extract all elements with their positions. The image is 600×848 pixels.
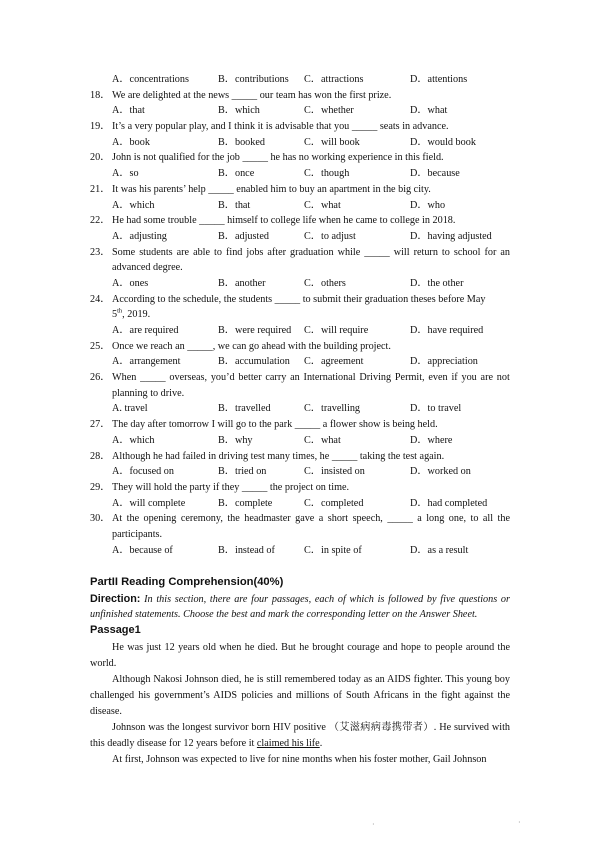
- option-a: A．book: [112, 136, 150, 148]
- question-stem: planning to drive.: [112, 387, 185, 399]
- stem-word: graduation: [290, 246, 334, 258]
- question-stem: It’s a very popular play, and I think it is advisable that you _____ seats in advance.: [112, 121, 449, 133]
- option-d: D．have required: [410, 325, 484, 336]
- question-number: 18．: [90, 89, 111, 101]
- question-stem: advanced degree.: [112, 262, 183, 274]
- question-stem-line: [0, 449, 600, 465]
- stem-word: better: [238, 372, 262, 384]
- options-row: [0, 401, 600, 417]
- option-b: B．complete: [218, 497, 273, 509]
- footer-mark: ·: [372, 820, 375, 829]
- options-row: [0, 433, 600, 449]
- multiple-choice-section: [0, 72, 600, 558]
- option-d: D．to travel: [410, 403, 462, 415]
- option-a: A．arrangement: [112, 356, 181, 368]
- option-b: B．booked: [218, 136, 265, 148]
- question-number: 28．: [90, 450, 111, 462]
- question-number: 19．: [90, 121, 111, 133]
- question-stem: According to the schedule, the students _____ to submit their graduation theses before May: [112, 293, 486, 305]
- option-a: A．that: [112, 105, 145, 117]
- stem-word: Permit,: [394, 372, 425, 384]
- stem-word: gave: [295, 513, 315, 525]
- options-row: [0, 323, 600, 339]
- date-suffix: th: [117, 307, 123, 315]
- stem-word: you: [461, 372, 477, 384]
- option-b: B．that: [218, 199, 251, 211]
- stem-word: for: [484, 246, 497, 258]
- option-c: C．completed: [304, 497, 364, 509]
- option-a: A．will complete: [112, 497, 186, 509]
- question-stem: John is not qualified for the job _____ he has no working experience in this field.: [112, 152, 444, 164]
- question-stem-line: [0, 480, 600, 496]
- stem-word: will: [393, 246, 410, 258]
- stem-word: the: [126, 513, 140, 525]
- question-stem-line: [0, 307, 600, 323]
- option-a: A．so: [112, 168, 139, 180]
- options-row: [0, 135, 600, 151]
- options-row: [0, 103, 600, 119]
- option-a: A．focused on: [112, 466, 174, 478]
- question-stem-line: [0, 88, 600, 104]
- option-c: C．others: [304, 277, 346, 289]
- option-a: A．are required: [112, 325, 179, 336]
- option-a: A．which: [112, 199, 155, 211]
- stem-word: return: [413, 246, 438, 258]
- options-row: [0, 72, 600, 88]
- option-d: D．had completed: [410, 497, 488, 509]
- stem-word: the: [497, 513, 510, 525]
- stem-word: able: [193, 246, 211, 258]
- question-number: 26．: [90, 372, 111, 384]
- option-b: B．were required: [218, 325, 292, 336]
- stem-word: jobs: [246, 246, 264, 258]
- question-stem-date: [112, 307, 150, 323]
- question-stem-line: [0, 386, 600, 402]
- option-b: B．travelled: [218, 403, 271, 415]
- question-stem-line: [0, 370, 600, 386]
- stem-word: the: [227, 513, 240, 525]
- direction: [90, 592, 510, 623]
- paragraph-3-text: Johnson was the longest survivor born HIV positive （艾滋病病毒携带者）. He survived with this deadly disease for 12 years before it: [90, 722, 510, 749]
- question-stem-line: [0, 292, 600, 308]
- question-number: 20．: [90, 152, 111, 164]
- options-row: [0, 166, 600, 182]
- option-c: C．whether: [304, 105, 354, 117]
- option-a: A．concentrations: [112, 74, 189, 85]
- option-c: C．travelling: [304, 403, 361, 415]
- option-c: C．what: [304, 199, 341, 211]
- option-a: A．which: [112, 434, 155, 446]
- option-c: C．in spite of: [304, 544, 362, 556]
- stem-word: while: [337, 246, 361, 258]
- question-stem: Once we reach an _____, we can go ahead with the building project.: [112, 340, 391, 352]
- option-d: D．would book: [410, 136, 476, 148]
- stem-word: Driving: [359, 372, 392, 384]
- option-d: D．as a result: [410, 544, 469, 556]
- stem-word: an: [500, 246, 510, 258]
- question-stem-line: [0, 213, 600, 229]
- stem-word: all: [482, 513, 494, 525]
- question-stem: Although he had failed in driving test many times, he _____ taking the test again.: [112, 450, 445, 462]
- footer-mark: ·: [518, 818, 521, 827]
- question-number: 24．: [90, 293, 111, 305]
- option-a: A. travel: [112, 403, 148, 415]
- question-stem-line: [0, 150, 600, 166]
- part-title: PartII Reading Comprehension(40%): [90, 576, 284, 588]
- stem-word: a: [318, 513, 324, 525]
- stem-word: students: [139, 246, 173, 258]
- option-b: B．instead of: [218, 544, 275, 556]
- option-d: D．the other: [410, 277, 464, 289]
- stem-word: school: [453, 246, 481, 258]
- option-d: D．having adjusted: [410, 230, 492, 242]
- stem-word: carry: [265, 372, 287, 384]
- option-b: B．contributions: [218, 74, 289, 85]
- question-stem: The day after tomorrow I will go to the park _____ a flower show is being held.: [112, 419, 438, 431]
- question-stem-line: [0, 417, 600, 433]
- stem-word: are: [176, 246, 190, 258]
- option-b: B．adjusted: [218, 230, 269, 242]
- stem-word: not: [496, 372, 510, 384]
- question-stem: participants.: [112, 528, 163, 540]
- question-stem: [112, 511, 510, 527]
- option-b: B．accumulation: [218, 356, 290, 368]
- stem-word: an: [290, 372, 300, 384]
- option-c: C．insisted on: [304, 466, 365, 478]
- stem-word: _____: [387, 513, 413, 525]
- question-number: 30．: [90, 513, 111, 525]
- options-row: [0, 229, 600, 245]
- stem-word: you’d: [210, 372, 235, 384]
- date-rest: , 2019.: [122, 309, 151, 321]
- option-d: D．attentions: [410, 74, 468, 85]
- question-stem: [112, 245, 510, 261]
- question-number: 29．: [90, 481, 111, 493]
- options-row: [0, 464, 600, 480]
- question-stem: [112, 370, 510, 386]
- date-day: 5: [112, 309, 118, 321]
- option-d: D．who: [410, 199, 446, 211]
- stem-word: short: [327, 513, 349, 525]
- question-number: 23．: [90, 246, 111, 258]
- question-number: 25．: [90, 340, 111, 352]
- stem-word: if: [451, 372, 458, 384]
- options-row: [0, 496, 600, 512]
- stem-word: headmaster: [244, 513, 291, 525]
- option-b: B．once: [218, 168, 255, 180]
- stem-word: _____: [140, 372, 166, 384]
- stem-word: long: [426, 513, 445, 525]
- option-c: C．will book: [304, 136, 360, 148]
- options-row: [0, 543, 600, 559]
- option-d: D．what: [410, 105, 448, 117]
- option-c: C．though: [304, 168, 350, 180]
- stem-word: speech,: [352, 513, 383, 525]
- question-stem-line: [0, 339, 600, 355]
- option-a: A．ones: [112, 277, 149, 289]
- passage-paragraph-2: Although Nakosi Johnson died, he is still remembered today as an AIDS fighter. This young boy challenged his government’s AIDS policies and millions of South Africans in the fight against the disease.: [90, 674, 510, 717]
- question-number: 21．: [90, 183, 111, 195]
- stem-word: When: [112, 372, 137, 384]
- stem-word: to: [214, 246, 222, 258]
- options-row: [0, 276, 600, 292]
- question-stem-line: [0, 527, 600, 543]
- stem-word: a: [417, 513, 422, 525]
- stem-word: even: [428, 372, 448, 384]
- option-b: B．tried on: [218, 466, 267, 478]
- option-d: D．where: [410, 434, 453, 446]
- stem-word: Some: [112, 246, 136, 258]
- direction-label: Direction:: [90, 593, 141, 605]
- stem-word: _____: [364, 246, 390, 258]
- question-stem-line: [0, 119, 600, 135]
- option-d: D．worked on: [410, 466, 471, 478]
- stem-word: At: [112, 513, 123, 525]
- question-stem-line: [0, 245, 600, 261]
- stem-word: overseas,: [169, 372, 208, 384]
- question-stem-line: [0, 182, 600, 198]
- option-b: B．another: [218, 277, 266, 289]
- option-c: C．will require: [304, 325, 369, 336]
- option-a: A．because of: [112, 544, 173, 556]
- question-stem: They will hold the party if they _____ the project on time.: [112, 481, 350, 493]
- options-row: [0, 198, 600, 214]
- option-c: C．what: [304, 434, 341, 446]
- option-d: D．because: [410, 168, 460, 180]
- paragraph-3-end: .: [319, 738, 323, 749]
- question-stem: He had some trouble _____ himself to college life when he came to college in 2018.: [112, 215, 456, 227]
- option-c: C．agreement: [304, 356, 364, 368]
- underlined-phrase: claimed his life: [256, 738, 320, 749]
- question-stem-line: [0, 260, 600, 276]
- stem-word: ceremony,: [180, 513, 223, 525]
- option-b: B．which: [218, 105, 260, 117]
- question-stem: We are delighted at the news _____ our team has won the first prize.: [112, 89, 392, 101]
- passage-paragraph-1: He was just 12 years old when he died. But he brought courage and hope to people around the world.: [90, 642, 510, 669]
- stem-word: one,: [448, 513, 467, 525]
- stem-word: are: [480, 372, 493, 384]
- option-a: A．adjusting: [112, 230, 167, 242]
- options-row: [0, 354, 600, 370]
- passage-paragraph-3: [90, 720, 510, 752]
- stem-word: to: [441, 246, 450, 258]
- stem-word: International: [303, 372, 356, 384]
- stem-word: opening: [143, 513, 177, 525]
- question-stem: It was his parents’ help _____ enabled him to buy an apartment in the big city.: [112, 183, 431, 195]
- option-b: B．why: [218, 434, 253, 446]
- question-number: 22．: [90, 215, 111, 227]
- stem-word: find: [225, 246, 243, 258]
- option-d: D．appreciation: [410, 356, 478, 368]
- question-stem-line: [0, 511, 600, 527]
- passage-title: Passage1: [90, 624, 141, 636]
- option-c: C．attractions: [304, 74, 364, 85]
- option-c: C．to adjust: [304, 230, 356, 242]
- stem-word: to: [470, 513, 479, 525]
- stem-word: after: [267, 246, 287, 258]
- passage-paragraph-4: At first, Johnson was expected to live for nine months when his foster mother, Gail Johnson: [112, 754, 487, 765]
- question-number: 27．: [90, 419, 111, 431]
- direction-text: In this section, there are four passages, each of which is followed by five questions or unfinished statements. Choose the best and mark the corresponding letter on the Answer Sheet.: [90, 594, 510, 621]
